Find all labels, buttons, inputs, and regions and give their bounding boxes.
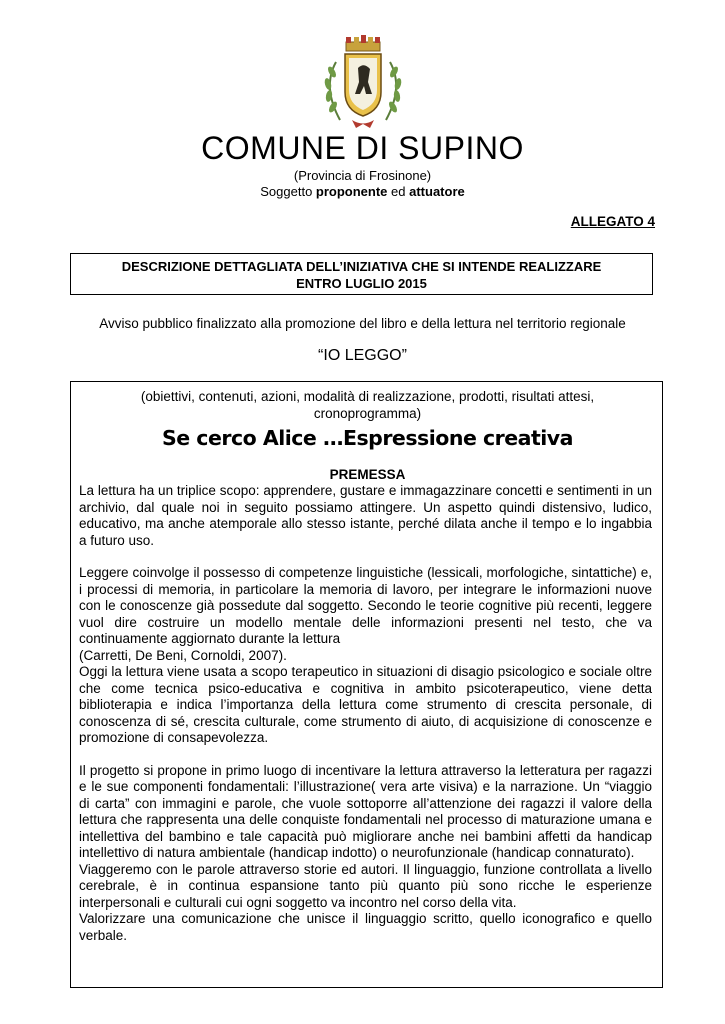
subject-role-implementer: attuatore [409, 184, 465, 199]
subject-line [0, 184, 725, 199]
paragraph: Viaggeremo con le parole attraverso storie ed autori. Il linguaggio, funzione controllata a livello cerebrale, è in continua espansione tanto più quanto più sono ricche le esperienze interpersonali e culturali cui ogni soggetto va incontro nel corso della vita. [79, 861, 652, 910]
province-subtitle: (Provincia di Frosinone) [293, 168, 432, 183]
section-heading: PREMESSA [329, 467, 406, 482]
paragraph: Oggi la lettura viene usata a scopo terapeutico in situazioni di disagio psicologico e sociale oltre che come tecnica psico-educativa e cognitiva in ambito psicoterapeutico, viene detta biblioterapia e indica l’importanza della lettura come strumento di crescita personale, di conoscenza di sé, crescita culturale, come strumento di aiuto, di acquisizione di conoscenze e promozione di consapevolezza. [79, 664, 652, 745]
public-notice: Avviso pubblico finalizzato alla promozione del libro e della lettura nel territorio regionale [99, 316, 626, 331]
paragraph: (Carretti, De Beni, Cornoldi, 2007). [79, 647, 287, 663]
objectives-line-2: cronoprogramma) [313, 406, 422, 421]
paragraph: Il progetto si propone in primo luogo di incentivare la lettura attraverso la letteratura per ragazzi e le sue componenti fondamentali: l’illustrazione( vera arte visiva) e la narrazione. Un “viaggio di carta” con immagini e parole, che vuole sottoporre all’attenzione dei ragazzi il valore della lettura che rappresenta una delle conquiste fondamentali nel processo di maturazione umana e intellettiva del bambino e tale capacità può migliorare anche nei bambini affetti da handicap intellettivo di natura ambientale (handicap indotto) o neurofunzionale (handicap connaturato). [79, 762, 652, 860]
program-name: “IO LEGGO” [318, 347, 407, 364]
objectives-note [71, 388, 664, 422]
subject-connector: ed [387, 184, 410, 199]
paragraph: Leggere coinvolge il possesso di competenze linguistiche (lessicali, morfologiche, sintattiche) e, i processi di memoria, in particolare la memoria di lavoro, per integrare le informazioni nuove con le conoscenze già possedute dal soggetto. Secondo le teorie cognitive più recenti, leggere vuol dire costruire un modello mentale delle informazioni presenti nel testo, che va continuamente aggiornato durante la lettura [79, 565, 652, 646]
annex-label: ALLEGATO 4 [570, 214, 655, 229]
content-box [70, 381, 663, 988]
description-line-2: ENTRO LUGLIO 2015 [296, 276, 427, 291]
project-title: Se cerco Alice …Espressione creativa [161, 426, 574, 450]
body-text [79, 483, 652, 944]
coat-of-arms-emblem [318, 32, 408, 132]
description-box [70, 253, 653, 295]
paragraph: Valorizzare una comunicazione che unisce il linguaggio scritto, quello iconografico e quello verbale. [79, 911, 652, 943]
objectives-line-1: (obiettivi, contenuti, azioni, modalità di realizzazione, prodotti, risultati attesi, [140, 389, 595, 404]
description-line-1: DESCRIZIONE DETTAGLIATA DELL’INIZIATIVA CHE SI INTENDE REALIZZARE [121, 259, 602, 274]
subject-role-proponent: proponente [315, 184, 388, 199]
paragraph: La lettura ha un triplice scopo: apprendere, gustare e immagazzinare concetti e sentimenti in un archivio, dal quale noi in seguito possiamo attingere. Un aspetto quindi distensivo, ludico, educativo, ma anche atemporale allo stesso istante, perché dilata anche il tempo e lo ingabbia a futuro uso. [79, 483, 652, 548]
subject-prefix: Soggetto [260, 184, 316, 199]
page-title: COMUNE DI SUPINO [201, 130, 524, 166]
